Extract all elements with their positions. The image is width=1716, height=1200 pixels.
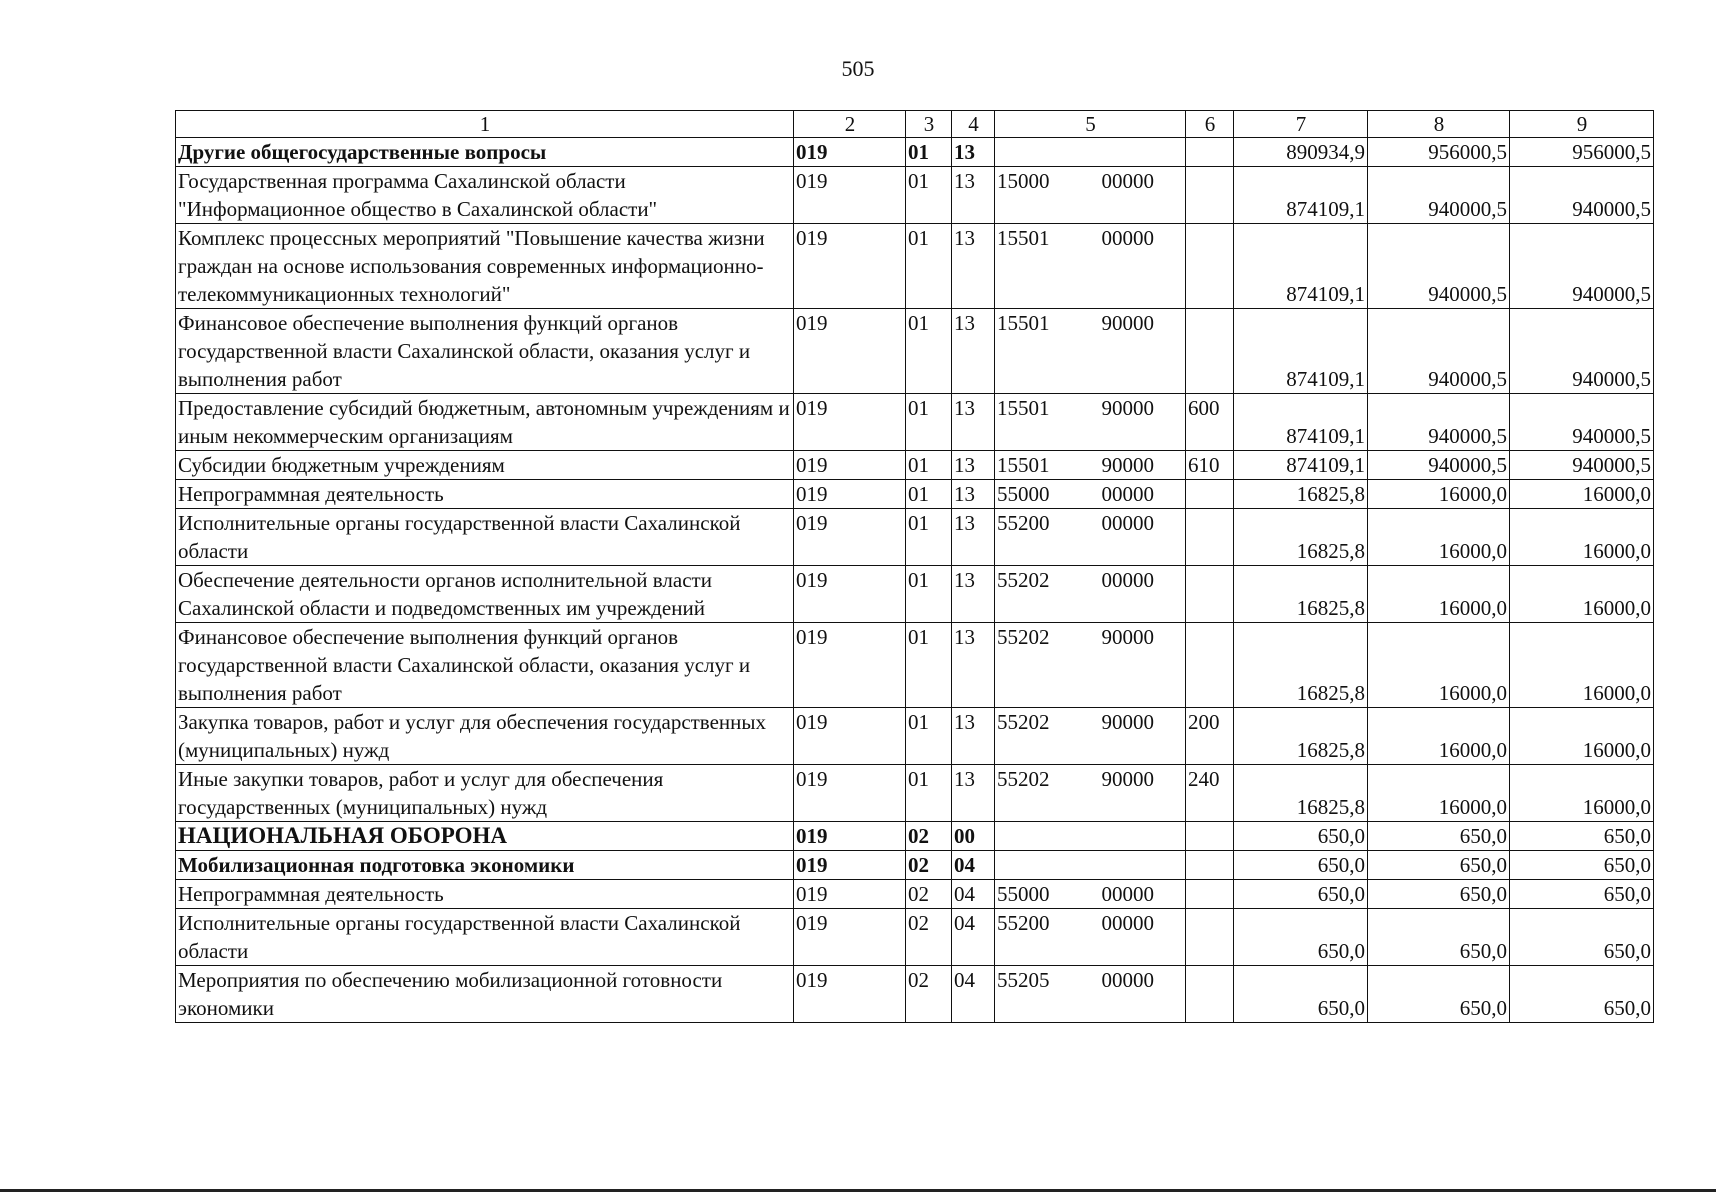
cell-amount-8: 940000,5 bbox=[1368, 167, 1510, 224]
cell-amount-8: 16000,0 bbox=[1368, 765, 1510, 822]
cell-code-3: 01 bbox=[906, 167, 952, 224]
cell-amount-8: 16000,0 bbox=[1368, 566, 1510, 623]
item-name: Финансовое обеспечение выполнения функций органов государственной власти Сахалинской области, оказания услуг и выполнения работ bbox=[176, 309, 794, 394]
cell-amount-9: 940000,5 bbox=[1510, 309, 1654, 394]
header-col-8: 8 bbox=[1368, 111, 1510, 138]
csr-code-part-2: 00000 bbox=[1101, 511, 1154, 535]
cell-amount-8: 650,0 bbox=[1368, 880, 1510, 909]
header-col-3: 3 bbox=[906, 111, 952, 138]
cell-code-6 bbox=[1186, 851, 1234, 880]
cell-amount-8: 650,0 bbox=[1368, 822, 1510, 851]
csr-code-part-2: 00000 bbox=[1101, 968, 1154, 992]
cell-amount-8: 16000,0 bbox=[1368, 623, 1510, 708]
csr-code-part-2: 90000 bbox=[1101, 453, 1154, 477]
cell-code-2: 019 bbox=[794, 822, 906, 851]
csr-code-part-2: 90000 bbox=[1101, 767, 1154, 791]
table-row bbox=[176, 394, 1654, 451]
item-name: Другие общегосударственные вопросы bbox=[176, 138, 794, 167]
cell-code-6 bbox=[1186, 167, 1234, 224]
cell-code-5 bbox=[995, 138, 1186, 167]
cell-amount-9: 16000,0 bbox=[1510, 708, 1654, 765]
cell-code-2: 019 bbox=[794, 623, 906, 708]
cell-code-5 bbox=[995, 822, 1186, 851]
cell-code-4: 13 bbox=[952, 623, 995, 708]
cell-code-3: 02 bbox=[906, 851, 952, 880]
cell-amount-9: 16000,0 bbox=[1510, 509, 1654, 566]
cell-code-6: 600 bbox=[1186, 394, 1234, 451]
cell-code-2: 019 bbox=[794, 708, 906, 765]
cell-amount-8: 940000,5 bbox=[1368, 224, 1510, 309]
csr-code-part-1: 55202 bbox=[997, 568, 1050, 592]
cell-amount-9: 650,0 bbox=[1510, 880, 1654, 909]
cell-amount-9: 650,0 bbox=[1510, 822, 1654, 851]
table-row bbox=[176, 167, 1654, 224]
cell-amount-9: 650,0 bbox=[1510, 851, 1654, 880]
header-row bbox=[176, 111, 1654, 138]
cell-code-4: 13 bbox=[952, 480, 995, 509]
cell-code-4: 04 bbox=[952, 966, 995, 1023]
csr-code-part-1: 55200 bbox=[997, 911, 1050, 935]
cell-code-3: 01 bbox=[906, 394, 952, 451]
cell-amount-7: 16825,8 bbox=[1234, 480, 1368, 509]
cell-code-2: 019 bbox=[794, 966, 906, 1023]
cell-code-5 bbox=[995, 851, 1186, 880]
cell-amount-8: 940000,5 bbox=[1368, 451, 1510, 480]
cell-code-6 bbox=[1186, 309, 1234, 394]
cell-code-4: 04 bbox=[952, 909, 995, 966]
csr-code-part-1: 15501 bbox=[997, 453, 1050, 477]
item-name: Исполнительные органы государственной власти Сахалинской области bbox=[176, 509, 794, 566]
item-name: Обеспечение деятельности органов исполнительной власти Сахалинской области и подведомственных им учреждений bbox=[176, 566, 794, 623]
cell-amount-9: 650,0 bbox=[1510, 909, 1654, 966]
scan-edge-divider bbox=[0, 1189, 1716, 1192]
item-name: НАЦИОНАЛЬНАЯ ОБОРОНА bbox=[176, 822, 794, 851]
cell-amount-9: 956000,5 bbox=[1510, 138, 1654, 167]
csr-code-part-1: 55202 bbox=[997, 625, 1050, 649]
item-name: Субсидии бюджетным учреждениям bbox=[176, 451, 794, 480]
cell-code-3: 02 bbox=[906, 822, 952, 851]
cell-code-3: 01 bbox=[906, 509, 952, 566]
table-row bbox=[176, 509, 1654, 566]
cell-code-2: 019 bbox=[794, 765, 906, 822]
page-number: 505 bbox=[841, 56, 875, 81]
cell-amount-8: 16000,0 bbox=[1368, 509, 1510, 566]
cell-amount-8: 940000,5 bbox=[1368, 394, 1510, 451]
item-name: Закупка товаров, работ и услуг для обеспечения государственных (муниципальных) нужд bbox=[176, 708, 794, 765]
cell-code-3: 02 bbox=[906, 909, 952, 966]
cell-amount-8: 956000,5 bbox=[1368, 138, 1510, 167]
cell-code-3: 01 bbox=[906, 708, 952, 765]
cell-code-6 bbox=[1186, 138, 1234, 167]
csr-code bbox=[997, 880, 1184, 908]
csr-code bbox=[997, 566, 1184, 594]
cell-code-6 bbox=[1186, 880, 1234, 909]
table-row bbox=[176, 822, 1654, 851]
cell-amount-7: 16825,8 bbox=[1234, 566, 1368, 623]
cell-code-3: 01 bbox=[906, 480, 952, 509]
table-row bbox=[176, 880, 1654, 909]
csr-code-part-2: 90000 bbox=[1101, 396, 1154, 420]
table-body bbox=[176, 138, 1654, 1023]
cell-code-6 bbox=[1186, 909, 1234, 966]
cell-amount-8: 650,0 bbox=[1368, 909, 1510, 966]
csr-code-part-2: 90000 bbox=[1101, 710, 1154, 734]
table-row bbox=[176, 966, 1654, 1023]
cell-code-2: 019 bbox=[794, 309, 906, 394]
cell-code-5 bbox=[995, 765, 1186, 822]
cell-code-6: 240 bbox=[1186, 765, 1234, 822]
cell-code-4: 13 bbox=[952, 394, 995, 451]
csr-code bbox=[997, 623, 1184, 651]
cell-amount-8: 16000,0 bbox=[1368, 480, 1510, 509]
table-header bbox=[176, 111, 1654, 138]
item-name: Исполнительные органы государственной власти Сахалинской области bbox=[176, 909, 794, 966]
item-name: Непрограммная деятельность bbox=[176, 880, 794, 909]
header-col-2: 2 bbox=[794, 111, 906, 138]
header-col-4: 4 bbox=[952, 111, 995, 138]
table-row bbox=[176, 623, 1654, 708]
item-name: Непрограммная деятельность bbox=[176, 480, 794, 509]
cell-code-6 bbox=[1186, 224, 1234, 309]
csr-code-part-2: 00000 bbox=[1101, 568, 1154, 592]
cell-code-4: 13 bbox=[952, 167, 995, 224]
cell-amount-9: 940000,5 bbox=[1510, 167, 1654, 224]
table-row bbox=[176, 851, 1654, 880]
cell-code-2: 019 bbox=[794, 138, 906, 167]
item-name: Иные закупки товаров, работ и услуг для обеспечения государственных (муниципальных) нужд bbox=[176, 765, 794, 822]
csr-code bbox=[997, 451, 1184, 479]
csr-code bbox=[997, 167, 1184, 195]
cell-code-3: 01 bbox=[906, 309, 952, 394]
cell-code-5 bbox=[995, 394, 1186, 451]
cell-amount-7: 874109,1 bbox=[1234, 394, 1368, 451]
csr-code-part-1: 55200 bbox=[997, 511, 1050, 535]
cell-amount-9: 940000,5 bbox=[1510, 394, 1654, 451]
csr-code bbox=[997, 509, 1184, 537]
cell-code-3: 01 bbox=[906, 623, 952, 708]
cell-code-3: 02 bbox=[906, 966, 952, 1023]
cell-amount-7: 650,0 bbox=[1234, 909, 1368, 966]
csr-code-part-1: 15501 bbox=[997, 396, 1050, 420]
item-name: Комплекс процессных мероприятий "Повышение качества жизни граждан на основе использования современных информационно-телекоммуникационных технологий" bbox=[176, 224, 794, 309]
cell-code-4: 00 bbox=[952, 822, 995, 851]
cell-amount-7: 650,0 bbox=[1234, 822, 1368, 851]
csr-code-part-1: 55000 bbox=[997, 882, 1050, 906]
cell-code-5 bbox=[995, 451, 1186, 480]
cell-amount-7: 874109,1 bbox=[1234, 309, 1368, 394]
csr-code-part-1: 55205 bbox=[997, 968, 1050, 992]
table-row bbox=[176, 138, 1654, 167]
cell-amount-7: 874109,1 bbox=[1234, 167, 1368, 224]
cell-amount-7: 650,0 bbox=[1234, 966, 1368, 1023]
cell-code-5 bbox=[995, 167, 1186, 224]
csr-code bbox=[997, 909, 1184, 937]
cell-code-6: 200 bbox=[1186, 708, 1234, 765]
cell-code-4: 13 bbox=[952, 451, 995, 480]
cell-amount-7: 16825,8 bbox=[1234, 509, 1368, 566]
cell-code-4: 13 bbox=[952, 509, 995, 566]
cell-code-2: 019 bbox=[794, 851, 906, 880]
cell-amount-9: 16000,0 bbox=[1510, 566, 1654, 623]
cell-code-3: 01 bbox=[906, 138, 952, 167]
cell-code-6 bbox=[1186, 623, 1234, 708]
cell-code-5 bbox=[995, 566, 1186, 623]
cell-amount-8: 16000,0 bbox=[1368, 708, 1510, 765]
csr-code-part-2: 00000 bbox=[1101, 911, 1154, 935]
cell-code-2: 019 bbox=[794, 509, 906, 566]
cell-code-4: 13 bbox=[952, 566, 995, 623]
cell-code-4: 13 bbox=[952, 224, 995, 309]
cell-code-2: 019 bbox=[794, 224, 906, 309]
csr-code-part-1: 15000 bbox=[997, 169, 1050, 193]
csr-code-part-2: 00000 bbox=[1101, 226, 1154, 250]
item-name: Государственная программа Сахалинской области "Информационное общество в Сахалинской области" bbox=[176, 167, 794, 224]
cell-amount-8: 650,0 bbox=[1368, 851, 1510, 880]
table-row bbox=[176, 224, 1654, 309]
table-row bbox=[176, 480, 1654, 509]
cell-code-3: 01 bbox=[906, 566, 952, 623]
cell-code-4: 13 bbox=[952, 765, 995, 822]
csr-code bbox=[997, 966, 1184, 994]
cell-amount-7: 874109,1 bbox=[1234, 224, 1368, 309]
cell-code-5 bbox=[995, 623, 1186, 708]
cell-code-2: 019 bbox=[794, 566, 906, 623]
csr-code-part-2: 00000 bbox=[1101, 169, 1154, 193]
csr-code-part-1: 55000 bbox=[997, 482, 1050, 506]
cell-amount-7: 16825,8 bbox=[1234, 623, 1368, 708]
cell-amount-9: 16000,0 bbox=[1510, 765, 1654, 822]
cell-amount-9: 940000,5 bbox=[1510, 224, 1654, 309]
item-name: Мобилизационная подготовка экономики bbox=[176, 851, 794, 880]
cell-amount-7: 650,0 bbox=[1234, 851, 1368, 880]
csr-code-part-1: 15501 bbox=[997, 226, 1050, 250]
table-row bbox=[176, 451, 1654, 480]
table-row bbox=[176, 309, 1654, 394]
csr-code-part-2: 00000 bbox=[1101, 882, 1154, 906]
cell-code-5 bbox=[995, 480, 1186, 509]
cell-code-5 bbox=[995, 909, 1186, 966]
item-name: Финансовое обеспечение выполнения функций органов государственной власти Сахалинской области, оказания услуг и выполнения работ bbox=[176, 623, 794, 708]
cell-code-4: 13 bbox=[952, 708, 995, 765]
cell-code-2: 019 bbox=[794, 880, 906, 909]
header-col-6: 6 bbox=[1186, 111, 1234, 138]
csr-code bbox=[997, 394, 1184, 422]
csr-code-part-1: 55202 bbox=[997, 767, 1050, 791]
cell-amount-7: 16825,8 bbox=[1234, 708, 1368, 765]
csr-code bbox=[997, 224, 1184, 252]
cell-code-6 bbox=[1186, 822, 1234, 851]
item-name: Мероприятия по обеспечению мобилизационной готовности экономики bbox=[176, 966, 794, 1023]
cell-code-2: 019 bbox=[794, 909, 906, 966]
cell-code-3: 01 bbox=[906, 765, 952, 822]
table-row bbox=[176, 765, 1654, 822]
cell-code-3: 01 bbox=[906, 224, 952, 309]
cell-code-2: 019 bbox=[794, 451, 906, 480]
item-name: Предоставление субсидий бюджетным, автономным учреждениям и иным некоммерческим организациям bbox=[176, 394, 794, 451]
csr-code-part-1: 55202 bbox=[997, 710, 1050, 734]
table-row bbox=[176, 566, 1654, 623]
cell-code-4: 13 bbox=[952, 309, 995, 394]
cell-amount-7: 650,0 bbox=[1234, 880, 1368, 909]
csr-code-part-2: 90000 bbox=[1101, 625, 1154, 649]
table-row bbox=[176, 708, 1654, 765]
cell-code-3: 02 bbox=[906, 880, 952, 909]
cell-code-4: 04 bbox=[952, 880, 995, 909]
cell-code-5 bbox=[995, 966, 1186, 1023]
cell-amount-9: 16000,0 bbox=[1510, 623, 1654, 708]
cell-amount-7: 874109,1 bbox=[1234, 451, 1368, 480]
csr-code bbox=[997, 708, 1184, 736]
cell-code-3: 01 bbox=[906, 451, 952, 480]
csr-code bbox=[997, 309, 1184, 337]
csr-code-part-1: 15501 bbox=[997, 311, 1050, 335]
cell-code-5 bbox=[995, 708, 1186, 765]
cell-code-5 bbox=[995, 509, 1186, 566]
csr-code bbox=[997, 480, 1184, 508]
cell-amount-7: 16825,8 bbox=[1234, 765, 1368, 822]
header-col-9: 9 bbox=[1510, 111, 1654, 138]
cell-code-5 bbox=[995, 880, 1186, 909]
csr-code-part-2: 00000 bbox=[1101, 482, 1154, 506]
csr-code bbox=[997, 765, 1184, 793]
cell-code-6 bbox=[1186, 566, 1234, 623]
cell-code-5 bbox=[995, 224, 1186, 309]
cell-code-2: 019 bbox=[794, 394, 906, 451]
cell-code-4: 13 bbox=[952, 138, 995, 167]
table-row bbox=[176, 909, 1654, 966]
cell-code-6 bbox=[1186, 509, 1234, 566]
cell-code-2: 019 bbox=[794, 480, 906, 509]
cell-amount-9: 650,0 bbox=[1510, 966, 1654, 1023]
csr-code-part-2: 90000 bbox=[1101, 311, 1154, 335]
cell-code-5 bbox=[995, 309, 1186, 394]
budget-table bbox=[175, 110, 1654, 1023]
cell-amount-8: 940000,5 bbox=[1368, 309, 1510, 394]
header-col-5: 5 bbox=[995, 111, 1186, 138]
cell-code-4: 04 bbox=[952, 851, 995, 880]
header-col-7: 7 bbox=[1234, 111, 1368, 138]
cell-amount-9: 16000,0 bbox=[1510, 480, 1654, 509]
cell-code-2: 019 bbox=[794, 167, 906, 224]
cell-code-6 bbox=[1186, 966, 1234, 1023]
cell-code-6: 610 bbox=[1186, 451, 1234, 480]
cell-amount-7: 890934,9 bbox=[1234, 138, 1368, 167]
cell-code-6 bbox=[1186, 480, 1234, 509]
cell-amount-8: 650,0 bbox=[1368, 966, 1510, 1023]
header-col-1: 1 bbox=[176, 111, 794, 138]
cell-amount-9: 940000,5 bbox=[1510, 451, 1654, 480]
